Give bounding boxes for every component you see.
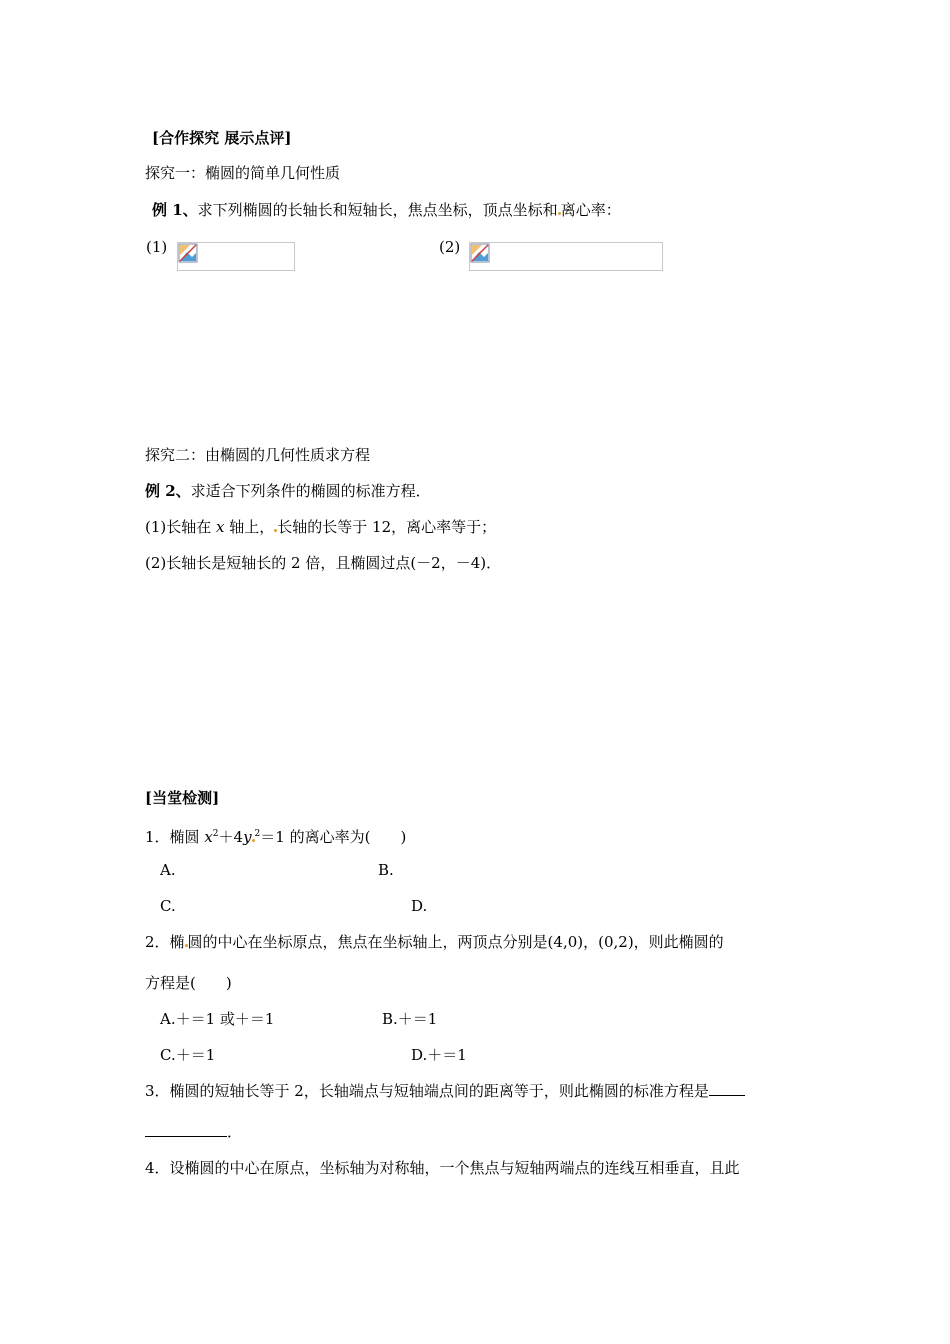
- explore-two-title: 探究二：由椭圆的几何性质求方程: [145, 446, 371, 464]
- q2-option-d: D.＋＝1: [411, 1046, 467, 1064]
- condition-1-part-a: (1)长轴在: [145, 518, 217, 536]
- question-3-line-2: [145, 1122, 242, 1142]
- exponent: 2: [254, 829, 261, 839]
- q2-option-c: C.＋＝1: [160, 1046, 216, 1064]
- q3-end: ．: [227, 1123, 243, 1141]
- q3-text: 3．椭圆的短轴长等于 2，长轴端点与短轴端点间的距离等于，则此椭圆的标准方程是: [145, 1082, 709, 1100]
- example-one-item-2-label: (2): [439, 238, 461, 256]
- example-two-label: 例 2、: [145, 482, 191, 500]
- section-heading-cooperative: [合作探究 展示点评]: [152, 129, 292, 147]
- broken-image-icon: [178, 243, 198, 263]
- example-one-text-a: 求下列椭圆的长轴长和短轴长，焦点坐标，顶点坐标和: [197, 201, 558, 219]
- exponent: 2: [212, 829, 219, 839]
- q1-option-d: D.: [411, 897, 428, 915]
- example-one-text-b: 离心率：: [560, 201, 621, 219]
- example-one-item-1-label: (1): [146, 238, 168, 256]
- variable-x: x: [204, 828, 213, 846]
- variable-x: x: [216, 518, 225, 536]
- q1-option-b: B.: [378, 861, 394, 879]
- condition-1-part-b: 轴上，: [224, 518, 275, 536]
- q1-option-a: A.: [160, 861, 176, 879]
- comment-marker-dot: [252, 839, 255, 842]
- formula-image-1: [177, 242, 295, 271]
- q1-option-c: C.: [160, 897, 176, 915]
- q2-part-a: 2．椭: [145, 933, 185, 951]
- q1-prefix: 1．椭圆: [145, 828, 205, 846]
- question-2-line-2: 方程是( ): [145, 974, 232, 992]
- variable-y: y: [243, 828, 252, 846]
- formula-image-2: [469, 242, 663, 271]
- q2-part-b: 圆的中心在坐标原点，焦点在坐标轴上，两顶点分别是(4,0)，(0,2)，则此椭圆的: [187, 933, 724, 951]
- example-one-label: 例 1、: [152, 201, 198, 219]
- question-4-line-1: 4．设椭圆的中心在原点，坐标轴为对称轴，一个焦点与短轴两端点的连线互相垂直，且此: [145, 1159, 740, 1177]
- condition-1-part-c: 长轴的长等于 12，离心率等于；: [277, 518, 497, 536]
- answer-blank: [145, 1122, 227, 1137]
- question-1: [145, 824, 406, 847]
- q2-option-b: B.＋＝1: [382, 1010, 438, 1028]
- example-two-condition-1: [145, 517, 496, 537]
- section-heading-check: [当堂检测]: [145, 789, 220, 807]
- question-3-line-1: [145, 1081, 745, 1101]
- broken-image-icon: [470, 243, 490, 263]
- example-two-text: 求适合下列条件的椭圆的标准方程．: [190, 482, 431, 500]
- question-2-line-1: [145, 932, 724, 952]
- answer-blank: [709, 1081, 745, 1096]
- explore-one-title: 探究一：椭圆的简单几何性质: [145, 164, 341, 182]
- example-one: [152, 200, 621, 220]
- q1-plus: ＋4: [218, 828, 244, 846]
- example-two: [145, 481, 431, 501]
- q1-suffix: ＝1 的离心率为( ): [260, 828, 407, 846]
- q2-option-a: A.＋＝1 或＋＝1: [160, 1010, 275, 1028]
- example-two-condition-2: (2)长轴长是短轴长的 2 倍，且椭圆过点(－2，－4)．: [145, 554, 502, 572]
